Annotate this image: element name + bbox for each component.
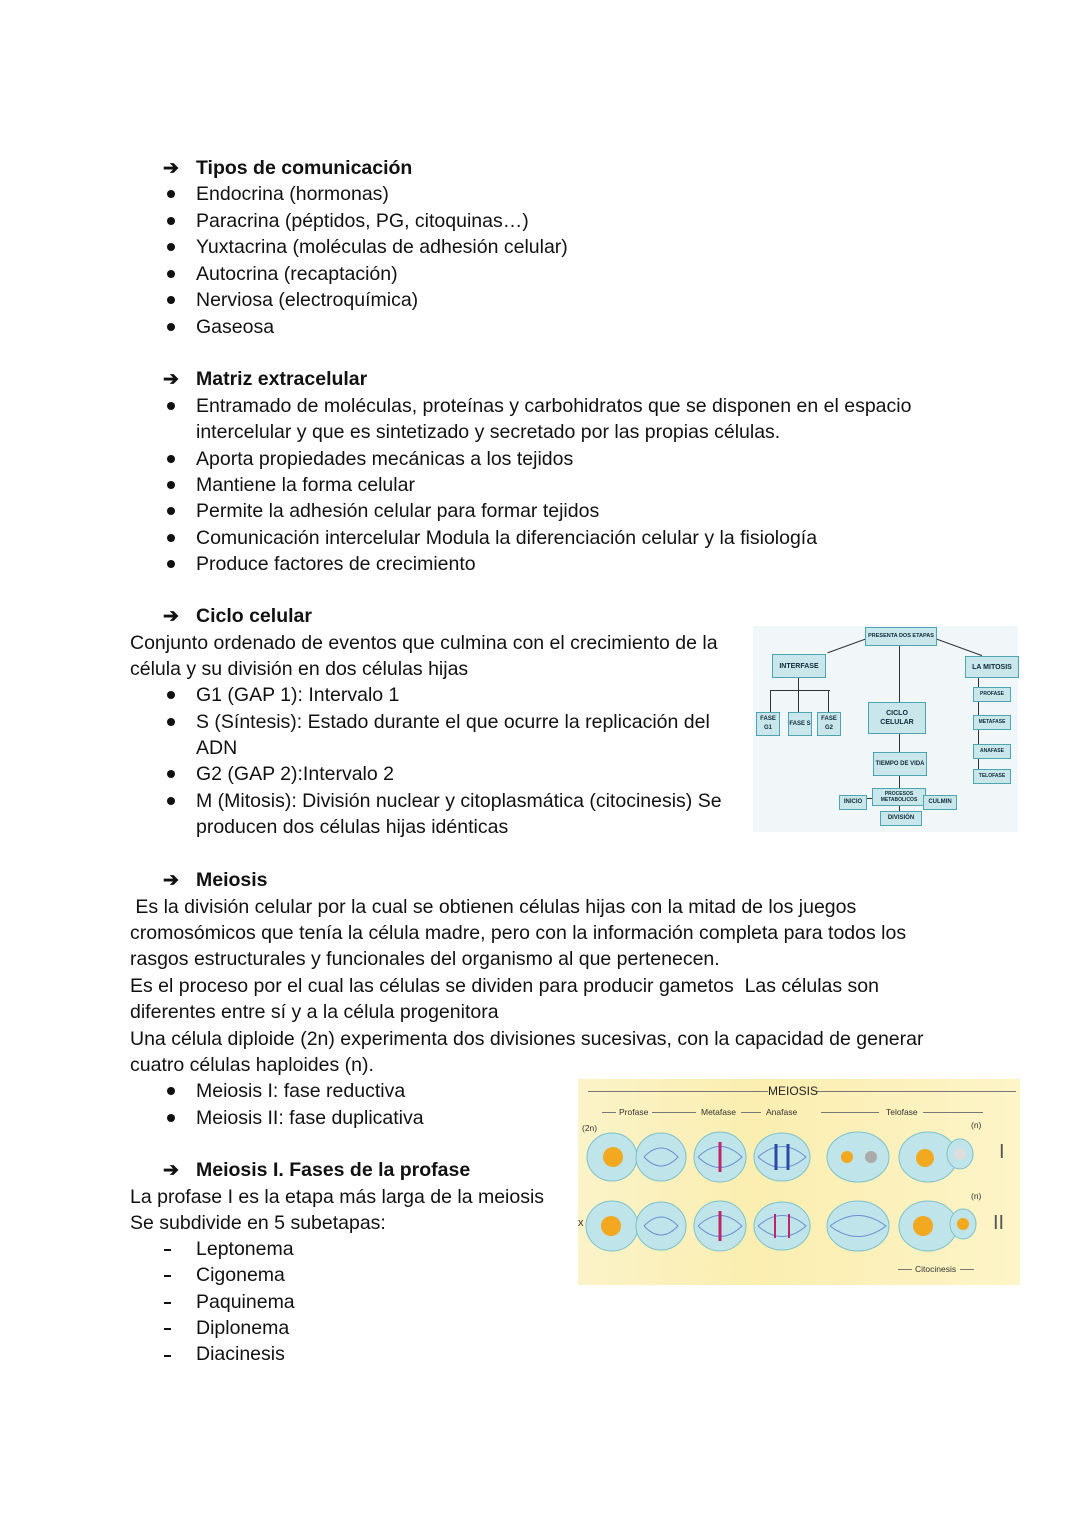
figure-rule xyxy=(960,1269,974,1270)
diagram-box-metafase: METAFASE xyxy=(973,715,1011,730)
section-heading-ciclo: Ciclo celular xyxy=(196,605,312,627)
list-item: M (Mitosis): División nuclear y citoplasmática (citocinesis) Se xyxy=(196,790,722,812)
list-item: Gaseosa xyxy=(196,316,275,338)
figure-rule xyxy=(602,1112,616,1113)
diagram-connector xyxy=(899,732,900,752)
list-item-continuation: intercelular y que es sintetizado y secretado por las propias células. xyxy=(196,421,781,443)
cell xyxy=(827,1201,889,1251)
diagram-box-tiempo: TIEMPO DE VIDA xyxy=(873,752,927,776)
figure-rule xyxy=(652,1112,696,1113)
diagram-box-mitosis: LA MITOSIS xyxy=(965,656,1019,678)
bullet-icon xyxy=(167,402,175,410)
phase-label-profase: Profase xyxy=(619,1107,649,1117)
list-item: S (Síntesis): Estado durante el que ocurre la replicación del xyxy=(196,711,710,733)
paragraph-line: rasgos estructurales y funcionales del organismo al que pertenecen. xyxy=(130,948,720,970)
list-item: G2 (GAP 2):Intervalo 2 xyxy=(196,763,394,785)
figure-rule xyxy=(923,1112,983,1113)
figure-rule xyxy=(821,1112,879,1113)
nucleus xyxy=(957,1218,969,1230)
bullet-icon xyxy=(167,296,175,304)
bullet-icon xyxy=(167,323,175,331)
bullet-icon xyxy=(167,718,175,726)
paragraph-line: diferentes entre sí y a la célula progenitora xyxy=(130,1001,499,1023)
bullet-icon xyxy=(167,481,175,489)
diagram-connector xyxy=(798,676,799,712)
dash-bullet-icon xyxy=(164,1355,171,1357)
dash-bullet-icon xyxy=(164,1302,171,1304)
phase-label-telofase: Telofase xyxy=(886,1107,918,1117)
label-haploid: (n) xyxy=(971,1191,982,1201)
nucleus xyxy=(603,1147,623,1167)
bullet-icon xyxy=(167,270,175,278)
paragraph-line: Conjunto ordenado de eventos que culmina con el crecimiento de la xyxy=(130,632,718,654)
phase-label-metafase: Metafase xyxy=(701,1107,736,1117)
list-item: Meiosis I: fase reductiva xyxy=(196,1080,406,1102)
dash-bullet-icon xyxy=(164,1275,171,1277)
bullet-icon xyxy=(167,797,175,805)
bullet-icon xyxy=(167,770,175,778)
cell xyxy=(827,1132,889,1182)
meiosis-row-1 xyxy=(578,1124,993,1184)
figure-rule xyxy=(816,1091,1016,1092)
section-heading-tipos: Tipos de comunicación xyxy=(196,157,413,179)
paragraph-line: cuatro células haploides (n). xyxy=(130,1054,374,1076)
bullet-icon xyxy=(167,1114,175,1122)
section-heading-profase: Meiosis I. Fases de la profase xyxy=(196,1159,471,1181)
paragraph-line: Una célula diploide (2n) experimenta dos divisiones sucesivas, con la capacidad de generar xyxy=(130,1028,924,1050)
label-x: x xyxy=(578,1217,584,1229)
diagram-box-procesos: PROCESOS METABOLICOS xyxy=(872,788,926,806)
diagram-box-division: DIVISIÓN xyxy=(880,811,922,826)
list-item: Mantiene la forma celular xyxy=(196,474,415,496)
list-item: Autocrina (recaptación) xyxy=(196,263,398,285)
bullet-icon xyxy=(167,1087,175,1095)
arrow-bullet-icon: ➔ xyxy=(163,369,179,390)
nucleus xyxy=(954,1148,966,1160)
diagram-box-profase: PROFASE xyxy=(973,687,1011,702)
paragraph-line: cromosómicos que tenía la célula madre, pero con la información completa para todos los xyxy=(130,922,907,944)
list-item: Entramado de moléculas, proteínas y carbohidratos que se disponen en el espacio xyxy=(196,395,912,417)
paragraph-line: La profase I es la etapa más larga de la meiosis xyxy=(130,1186,545,1208)
paragraph-line: Es el proceso por el cual las células se dividen para producir gametos Las células son xyxy=(130,975,879,997)
bullet-icon xyxy=(167,534,175,542)
paragraph-line: célula y su división en dos células hijas xyxy=(130,658,469,680)
meiosis-row-2 xyxy=(578,1194,993,1256)
diagram-box-presenta: PRESENTA DOS ETAPAS xyxy=(865,627,937,646)
bullet-icon xyxy=(167,560,175,568)
diagram-connector xyxy=(935,638,982,656)
paragraph-line: Se subdivide en 5 subetapas: xyxy=(130,1212,386,1234)
diagram-box-anafase: ANAFASE xyxy=(973,744,1011,759)
list-item: Meiosis II: fase duplicativa xyxy=(196,1107,424,1129)
list-item-continuation: producen dos células hijas idénticas xyxy=(196,816,509,838)
list-item: Comunicación intercelular Modula la diferenciación celular y la fisiología xyxy=(196,527,818,549)
arrow-bullet-icon: ➔ xyxy=(163,606,179,627)
label-diploid: (2n) xyxy=(582,1123,598,1133)
list-item: Nerviosa (electroquímica) xyxy=(196,289,419,311)
meiosis-figure xyxy=(578,1079,1020,1285)
bullet-icon xyxy=(167,217,175,225)
arrow-bullet-icon: ➔ xyxy=(163,1160,179,1181)
bullet-icon xyxy=(167,691,175,699)
figure-rule xyxy=(588,1091,768,1092)
list-item: Paracrina (péptidos, PG, citoquinas…) xyxy=(196,210,529,232)
section-heading-matriz: Matriz extracelular xyxy=(196,368,368,390)
arrow-bullet-icon: ➔ xyxy=(163,870,179,891)
nucleus xyxy=(601,1216,621,1236)
list-item: Cigonema xyxy=(196,1264,285,1286)
diagram-connector xyxy=(827,638,867,653)
dash-bullet-icon xyxy=(164,1328,171,1330)
nucleus xyxy=(865,1151,877,1163)
list-item: Produce factores de crecimiento xyxy=(196,553,476,575)
list-item: Leptonema xyxy=(196,1238,294,1260)
paragraph-line: Es la división celular por la cual se obtienen células hijas con la mitad de los juegos xyxy=(130,896,857,918)
arrow-bullet-icon: ➔ xyxy=(163,158,179,179)
label-haploid: (n) xyxy=(971,1120,982,1130)
list-item: Yuxtacrina (moléculas de adhesión celular) xyxy=(196,236,568,258)
list-item: G1 (GAP 1): Intervalo 1 xyxy=(196,684,400,706)
diagram-box-ciclo: CICLO CELULAR xyxy=(868,702,926,734)
diagram-connector xyxy=(770,690,771,712)
figure-rule xyxy=(741,1112,761,1113)
bullet-icon xyxy=(167,507,175,515)
bullet-icon xyxy=(167,455,175,463)
section-heading-meiosis: Meiosis xyxy=(196,869,268,891)
diagram-connector xyxy=(770,690,830,691)
diagram-box-interfase: INTERFASE xyxy=(772,654,826,678)
diagram-connector xyxy=(828,690,829,712)
nucleus xyxy=(841,1151,853,1163)
diagram-box-g2: FASE G2 xyxy=(817,712,841,736)
figure-rule xyxy=(898,1269,912,1270)
figure-title: MEIOSIS xyxy=(768,1084,819,1098)
nucleus xyxy=(916,1149,934,1167)
dash-bullet-icon xyxy=(164,1249,171,1251)
list-item: Permite la adhesión celular para formar tejidos xyxy=(196,500,600,522)
phase-label-anafase: Anafase xyxy=(766,1107,798,1117)
diagram-box-inicio: INICIO xyxy=(839,795,867,810)
bullet-icon xyxy=(167,243,175,251)
diagram-box-s: FASE S xyxy=(788,712,812,736)
diagram-box-telofase: TELOFASE xyxy=(973,769,1011,784)
nucleus xyxy=(913,1216,933,1236)
list-item: Endocrina (hormonas) xyxy=(196,183,389,205)
cell-cycle-diagram xyxy=(753,626,1018,832)
cell xyxy=(754,1133,810,1181)
cell xyxy=(754,1202,810,1250)
diagram-box-g1: FASE G1 xyxy=(756,712,780,736)
row-label-meiosis-i: I xyxy=(999,1141,1005,1163)
label-citocinesis: Citocinesis xyxy=(915,1264,957,1274)
list-item: Diacinesis xyxy=(196,1343,285,1365)
list-item: Aporta propiedades mecánicas a los tejidos xyxy=(196,448,574,470)
list-item-continuation: ADN xyxy=(196,737,238,759)
list-item: Paquinema xyxy=(196,1291,295,1313)
row-label-meiosis-ii: II xyxy=(993,1212,1005,1234)
diagram-box-culmin: CULMIN xyxy=(923,795,957,810)
bullet-icon xyxy=(167,190,175,198)
list-item: Diplonema xyxy=(196,1317,290,1339)
